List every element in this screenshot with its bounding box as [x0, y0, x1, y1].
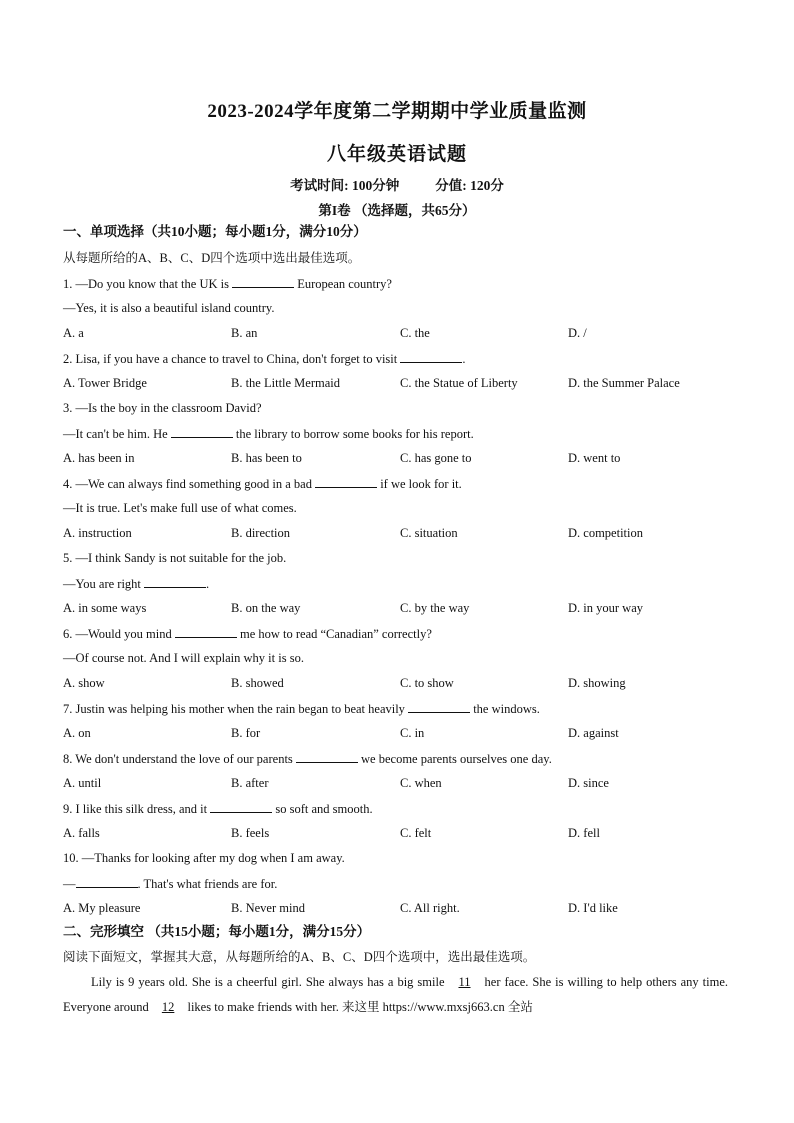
question-text: if we look for it. — [377, 477, 462, 491]
question-line — [63, 875, 277, 892]
section2-instruction: 阅读下面短文，掌握其大意，从每题所给的A、B、C、D四个选项中，选出最佳选项。 — [63, 950, 536, 964]
option-c: C. the — [400, 326, 430, 340]
option-d: D. competition — [568, 526, 643, 540]
exam-meta — [0, 174, 794, 194]
question-line — [63, 475, 462, 492]
question-text: we become parents ourselves one day. — [357, 752, 552, 766]
exam-score: 分值: 120分 — [435, 178, 504, 193]
question-text: —Of course not. And I will explain why it is so. — [63, 651, 304, 665]
answer-blank — [296, 750, 358, 763]
section1-heading: 一、单项选择（共10小题；每小题1分，满分10分） — [63, 224, 367, 239]
option-a: A. instruction — [63, 526, 132, 540]
question-text: . That's what friends are for. — [137, 877, 278, 891]
option-d: D. I'd like — [568, 901, 618, 915]
option-b: B. showed — [231, 676, 284, 690]
question-text: 5. —I think Sandy is not suitable for the job. — [63, 551, 287, 565]
option-c: C. to show — [400, 676, 454, 690]
question-text: —You are right — [63, 577, 145, 591]
question-text: 8. We don't understand the love of our parents — [63, 752, 296, 766]
option-b: B. on the way — [231, 601, 301, 615]
question-line — [63, 575, 209, 592]
answer-blank — [400, 350, 462, 363]
blank-12: 12 — [161, 1000, 175, 1014]
exam-subtitle: 八年级英语试题 — [326, 144, 467, 165]
option-c: C. All right. — [400, 901, 460, 915]
passage-part-3: likes to make friends with her. 来这里 https://www.mxsj663.cn 全站 — [184, 1000, 533, 1014]
option-a: A. on — [63, 726, 91, 740]
question-text: . — [462, 352, 466, 366]
question-line — [63, 400, 262, 416]
option-d: D. against — [568, 726, 619, 740]
question-text: — — [63, 877, 76, 891]
passage-part-1: Lily is 9 years old. She is a cheerful girl. She always has a big smile — [91, 975, 449, 989]
question-line — [63, 625, 432, 642]
question-text: —Yes, it is also a beautiful island country. — [63, 301, 275, 315]
option-d: D. showing — [568, 676, 626, 690]
question-text: 4. —We can always find something good in a bad — [63, 477, 316, 491]
option-c: C. by the way — [400, 601, 470, 615]
option-b: B. for — [231, 726, 261, 740]
question-text: me how to read “Canadian” correctly? — [236, 627, 432, 641]
question-line — [63, 800, 373, 817]
answer-blank — [144, 575, 206, 588]
answer-blank — [175, 625, 237, 638]
question-text: so soft and smooth. — [272, 802, 373, 816]
option-b: B. has been to — [231, 451, 302, 465]
option-a: A. My pleasure — [63, 901, 141, 915]
section2-heading: 二、完形填空 （共15小题；每小题1分，满分15分） — [63, 924, 371, 939]
question-line — [63, 850, 345, 866]
option-a: A. show — [63, 676, 105, 690]
answer-blank — [210, 800, 272, 813]
cloze-passage — [63, 970, 728, 1020]
option-c: C. has gone to — [400, 451, 472, 465]
exam-time: 考试时间: 100分钟 — [290, 178, 400, 193]
option-c: C. felt — [400, 826, 432, 840]
question-text: 1. —Do you know that the UK is — [63, 277, 233, 291]
question-text: . — [206, 577, 210, 591]
option-d: D. the Summer Palace — [568, 376, 680, 390]
question-line — [63, 425, 474, 442]
blank-11: 11 — [458, 975, 471, 989]
question-text: —It is true. Let's make full use of what comes. — [63, 501, 297, 515]
option-a: A. falls — [63, 826, 100, 840]
option-a: A. until — [63, 776, 102, 790]
option-d: D. since — [568, 776, 609, 790]
option-c: C. the Statue of Liberty — [400, 376, 518, 390]
question-line — [63, 275, 392, 292]
answer-blank — [408, 700, 470, 713]
option-d: D. fell — [568, 826, 600, 840]
volume-label: 第I卷 （选择题，共65分） — [318, 203, 476, 218]
question-line — [63, 300, 274, 316]
question-text: the windows. — [470, 702, 540, 716]
option-a: A. a — [63, 326, 84, 340]
question-line — [63, 750, 552, 767]
option-a: A. in some ways — [63, 601, 147, 615]
question-text: European country? — [294, 277, 392, 291]
option-b: B. Never mind — [231, 901, 305, 915]
passage-part-2: her face. She is willing to help others any time. Everyone around — [63, 975, 728, 1014]
question-line — [63, 700, 540, 717]
option-c: C. situation — [400, 526, 458, 540]
option-d: D. went to — [568, 451, 621, 465]
option-b: B. feels — [231, 826, 270, 840]
exam-title: 2023-2024学年度第二学期期中学业质量监测 — [207, 101, 587, 122]
question-line — [63, 650, 304, 666]
option-d: D. / — [568, 326, 587, 340]
option-b: B. an — [231, 326, 258, 340]
option-a: A. Tower Bridge — [63, 376, 147, 390]
option-b: B. after — [231, 776, 269, 790]
question-text: 6. —Would you mind — [63, 627, 175, 641]
question-text: 7. Justin was helping his mother when the rain began to beat heavily — [63, 702, 409, 716]
question-text: 3. —Is the boy in the classroom David? — [63, 401, 262, 415]
question-text: —It can't be him. He — [63, 427, 171, 441]
question-text: 2. Lisa, if you have a chance to travel to China, don't forget to visit — [63, 352, 401, 366]
option-c: C. in — [400, 726, 425, 740]
option-b: B. the Little Mermaid — [231, 376, 341, 390]
question-text: 9. I like this silk dress, and it — [63, 802, 211, 816]
option-c: C. when — [400, 776, 442, 790]
question-text: the library to borrow some books for his report. — [232, 427, 474, 441]
question-text: 10. —Thanks for looking after my dog when I am away. — [63, 851, 345, 865]
question-line — [63, 550, 286, 566]
question-line — [63, 350, 465, 367]
answer-blank — [232, 275, 294, 288]
option-d: D. in your way — [568, 601, 643, 615]
section1-instruction: 从每题所给的A、B、C、D四个选项中选出最佳选项。 — [63, 251, 361, 265]
answer-blank — [76, 875, 138, 888]
option-a: A. has been in — [63, 451, 135, 465]
answer-blank — [315, 475, 377, 488]
question-line — [63, 500, 297, 516]
option-b: B. direction — [231, 526, 291, 540]
answer-blank — [171, 425, 233, 438]
